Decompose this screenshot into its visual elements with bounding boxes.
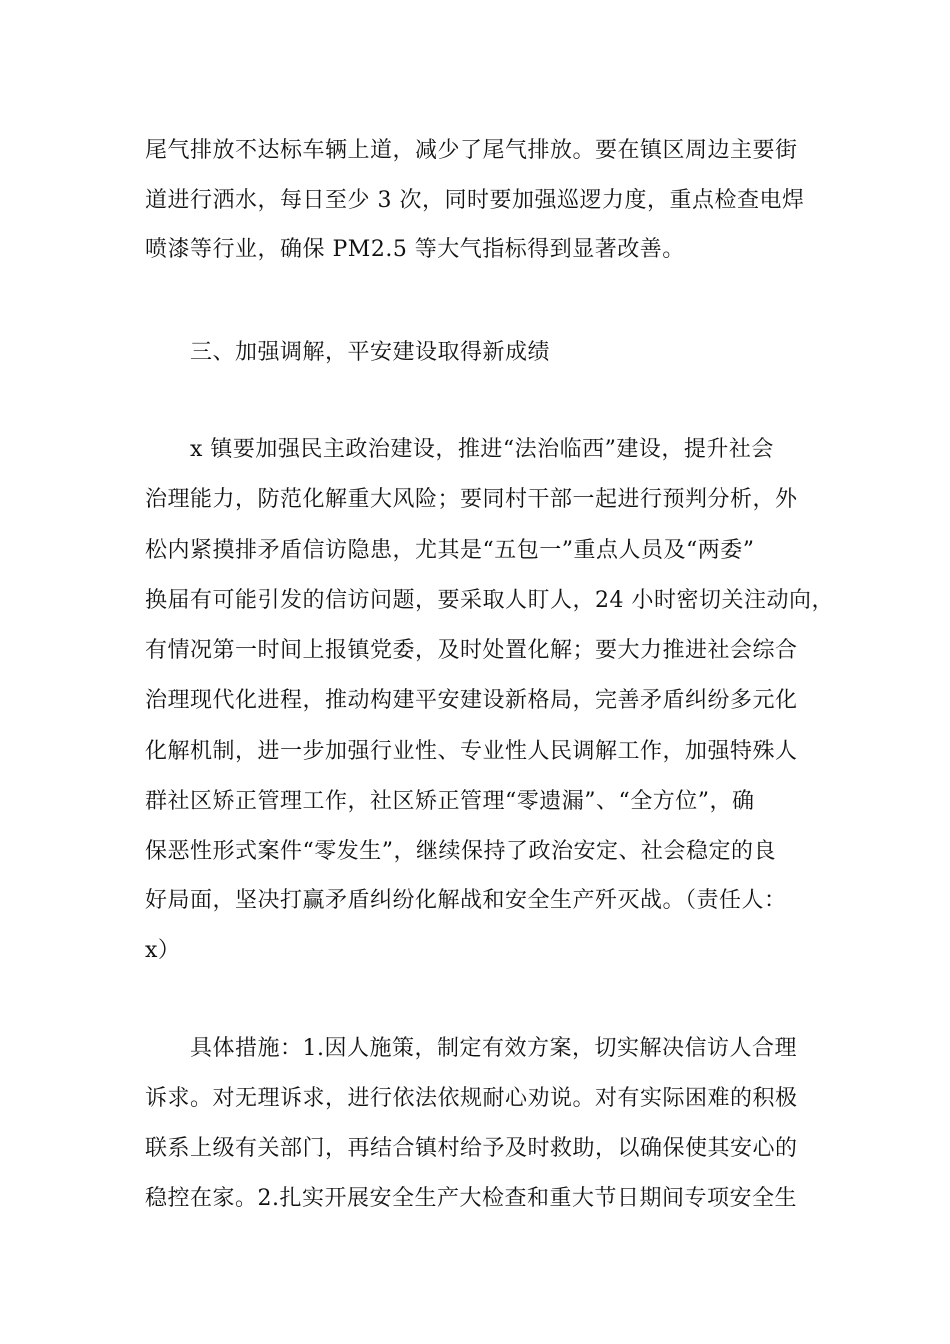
paragraph-line: 诉求。对无理诉求，进行依法依规耐心劝说。对有实际困难的积极 xyxy=(145,1086,798,1111)
paragraph-line: 好局面，坚决打赢矛盾纠纷化解战和安全生产歼灭战。（责任人： xyxy=(145,888,787,913)
paragraph-line: 有情况第一时间上报镇党委，及时处置化解；要大力推进社会综合 xyxy=(145,638,798,663)
paragraph-line: 换届有可能引发的信访问题，要采取人盯人，24 小时密切关注动向， xyxy=(145,588,834,613)
paragraph-line: 化解机制，进一步加强行业性、专业性人民调解工作，加强特殊人 xyxy=(145,739,798,764)
paragraph-line: 联系上级有关部门，再结合镇村给予及时救助，以确保使其安心的 xyxy=(145,1136,798,1161)
paragraph-line: 尾气排放不达标车辆上道，减少了尾气排放。要在镇区周边主要街 xyxy=(145,138,798,163)
paragraph-line: 喷漆等行业，确保 PM2.5 等大气指标得到显著改善。 xyxy=(145,237,685,262)
paragraph-line: 治理现代化进程，推动构建平安建设新格局，完善矛盾纠纷多元化 xyxy=(145,688,798,713)
paragraph-line: 具体措施：1.因人施策，制定有效方案，切实解决信访人合理 xyxy=(190,1036,797,1061)
paragraph-line: 松内紧摸排矛盾信访隐患，尤其是“五包一”重点人员及“两委” xyxy=(145,538,755,563)
paragraph-line: 保恶性形式案件“零发生”，继续保持了政治安定、社会稳定的良 xyxy=(145,839,776,864)
paragraph-line: 道进行洒水，每日至少 3 次，同时要加强巡逻力度，重点检查电焊 xyxy=(145,188,805,213)
paragraph-line: 治理能力，防范化解重大风险；要同村干部一起进行预判分析，外 xyxy=(145,487,798,512)
section-heading: 三、加强调解，平安建设取得新成绩 xyxy=(190,340,551,365)
paragraph-line: 群社区矫正管理工作，社区矫正管理“零遗漏”、“全方位”，确 xyxy=(145,789,755,814)
paragraph-line: x 镇要加强民主政治建设，推进“法治临西”建设，提升社会 xyxy=(190,437,774,462)
paragraph-line: 稳控在家。2.扎实开展安全生产大检查和重大节日期间专项安全生 xyxy=(145,1186,797,1211)
paragraph-line: x） xyxy=(145,938,181,963)
